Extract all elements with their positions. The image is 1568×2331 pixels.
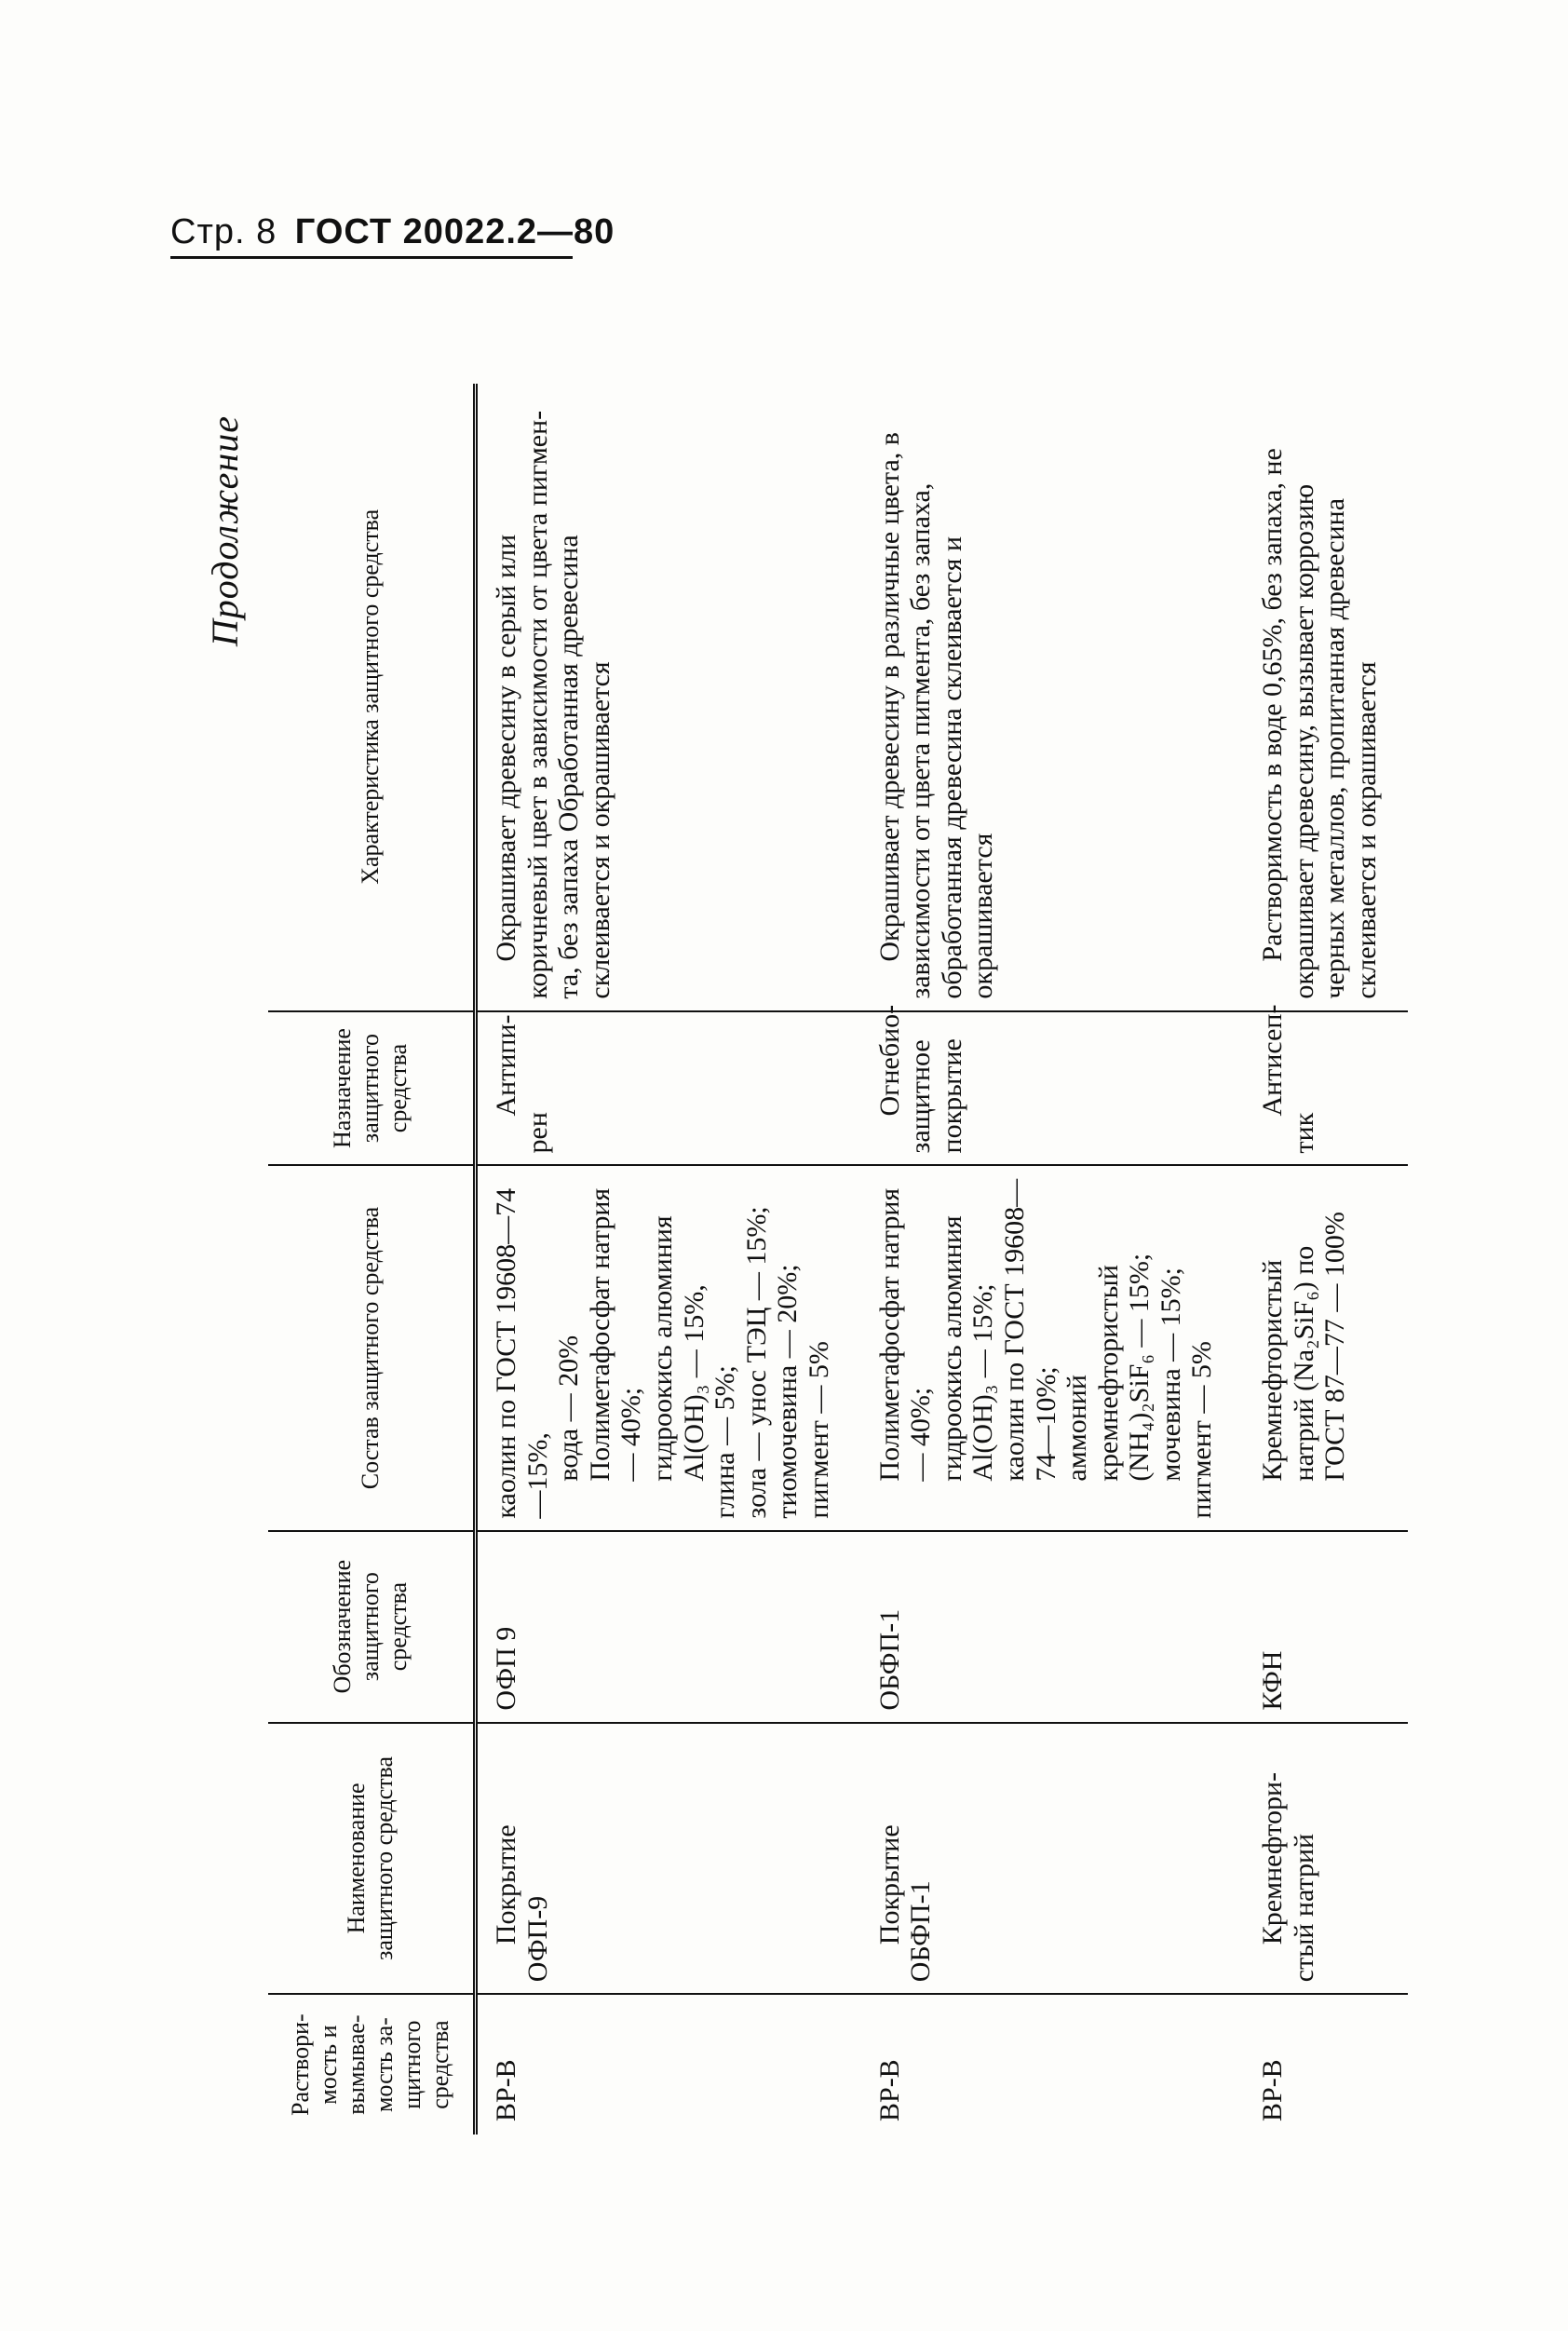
rotated-table-page [204, 384, 1382, 2134]
table-row [1244, 384, 1408, 2134]
page-number: Стр. 8 [170, 212, 277, 251]
composition-line: каолин по ГОСТ 19608—74—15%, [491, 1187, 553, 1519]
designation-cell: ОБФП-1 [861, 1531, 1245, 1723]
purpose-cell: Антисептик [1244, 1011, 1408, 1166]
header-rule [170, 256, 573, 259]
composition-line: пигмент — 5% [803, 1341, 834, 1519]
composition-line: вода — 20% [553, 1335, 585, 1482]
purpose-cell: Огнебиозащитное покрытие [861, 1011, 1245, 1166]
solubility-cell: ВР-В [1257, 2059, 1289, 2121]
name-cell: Покрытие ОФП-9 [476, 1723, 861, 1995]
composition-line: Кремнефтористый натрий (Na₂SiF₆) по ГОСТ 87—77 — 100% [1257, 1212, 1351, 1482]
solubility-cell: ВР-В [873, 2059, 905, 2121]
composition-line: пигмент — 5% [1186, 1341, 1218, 1519]
characteristic-cell: Окрашивает древесину в различные цвета, в зависимости от цвета пигмента, без запаха, обработанная древесина склеивается и окрашивается [861, 384, 1245, 1011]
col-header-characteristic: Характеристика защитного средства [268, 384, 476, 1011]
page-header [170, 212, 615, 252]
table-row [861, 384, 1245, 2134]
composition-line: глина — 5%; [710, 1365, 741, 1519]
composition-line: зола — унос ТЭЦ — 15%; [740, 1206, 772, 1519]
name-cell: Покрытие ОБФП-1 [861, 1723, 1245, 1995]
designation-cell: ОФП 9 [476, 1531, 861, 1723]
composition-line: Полиметафосфат натрия — 40%; [584, 1187, 647, 1482]
standard-number: ГОСТ 20022.2—80 [294, 212, 615, 251]
composition-line: мочевина — 15%; [1155, 1267, 1186, 1482]
designation-cell: КФН [1244, 1531, 1408, 1723]
composition-line: гидроокись алюминия Al(OH)₃ — 15%; [936, 1215, 999, 1482]
composition-line: гидроокись алюминия Al(OH)₃ — 15%, [646, 1215, 710, 1482]
composition-line: каолин по ГОСТ 19608—74—10%; [998, 1178, 1061, 1482]
continuation-label: Продолжение [204, 415, 246, 647]
composition-cell [861, 1165, 1245, 1530]
composition-line: аммоний кремнефтористый (NH₄)₂SiF₆ — 15%; [1061, 1253, 1156, 1482]
solubility-cell: ВР-В [491, 2059, 521, 2121]
composition-line: Полиметафосфат натрия — 40%; [873, 1187, 937, 1482]
characteristic-cell: Растворимость в воде 0,65%, без запаха, не окрашивает древесину, вызывает коррозию черных металлов, пропитанная древесина склеивается и окрашивается [1244, 384, 1408, 1011]
composition-cell [476, 1165, 861, 1530]
protective-agents-table [268, 384, 1408, 2134]
purpose-cell: Антипирен [476, 1011, 861, 1166]
characteristic-cell: Окрашивает древесину в серый или коричневый цвет в зависимости от цвета пигмента, без запаха Обработанная древесина склеивается и окрашивается [476, 384, 861, 1011]
col-header-purpose: Назначение защитного средства [268, 1011, 476, 1166]
composition-line: тиомочевина — 20%; [772, 1264, 804, 1519]
col-header-composition: Состав защитного средства [268, 1165, 476, 1530]
col-header-designation: Обозначение защитного средства [268, 1531, 476, 1723]
name-cell: Кремнефтористый натрий [1244, 1723, 1408, 1995]
table-row [476, 384, 861, 2134]
composition-cell [1244, 1165, 1408, 1530]
col-header-name: Наименование защитного средства [268, 1723, 476, 1995]
col-header-solubility: Растворимость и вымываемость защитного средства [268, 1994, 476, 2134]
table-header-row [268, 384, 476, 2134]
